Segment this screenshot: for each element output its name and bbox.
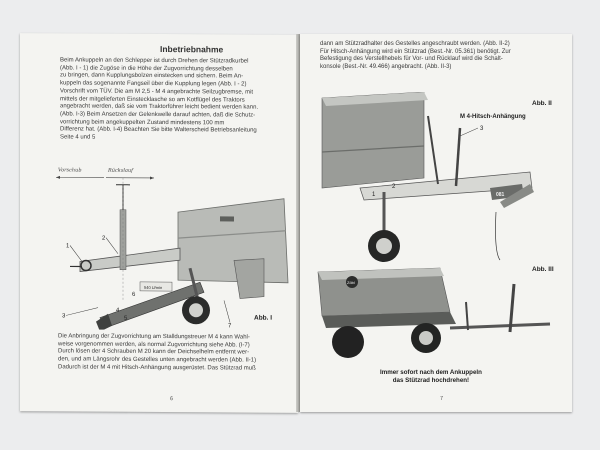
- logo-text: Zöbl: [347, 280, 355, 285]
- callout-3: 3: [480, 126, 484, 132]
- callout-6: 6: [132, 291, 136, 298]
- drawbar: [450, 324, 550, 328]
- text-line: konsole (Best.-Nr. 49.466) angebracht. (Abb. II-3): [320, 64, 452, 71]
- callout-2: 2: [102, 235, 106, 242]
- support-wheel-hub: [376, 238, 392, 254]
- figure-abb-3: [300, 262, 572, 366]
- text-line: Für Hitsch-Anhängung wird ein Stützrad (Best.-Nr. 05.361) benötigt. Zur: [320, 48, 511, 55]
- text-line: kuppeln das sogenannte Fangseil über die Kupplung legen (Abb. I - 2): [60, 80, 247, 88]
- figure-label-abb-1: Abb. I: [254, 314, 273, 322]
- figure-abb-2: [300, 92, 572, 262]
- text-line: Seite 4 und 5: [60, 134, 96, 141]
- intro-paragraph: [60, 57, 258, 143]
- plate-text: 081: [496, 192, 505, 198]
- callout-5: 5: [124, 315, 128, 322]
- arrowhead-left: [56, 176, 60, 179]
- text-line: (Abb. I - 1) die Zugöse in die Höhe der Zugvorrichtung desselben: [60, 65, 233, 73]
- spreader-body: [178, 198, 288, 283]
- jack-wheel-hub: [189, 303, 203, 317]
- text-line: (Abb. I-3) Beim Ansetzen der Gelenkwelle darauf achten, daß die Schutz-: [60, 111, 256, 119]
- text-line: Befestigung des Verstellhebels für Vor- und Rücklauf wird die Schalt-: [320, 56, 503, 63]
- arrowhead-right: [150, 176, 154, 179]
- callout-7: 7: [228, 323, 232, 330]
- page-number-left: 6: [170, 396, 174, 403]
- handwritten-rueckslauf: Rückslauf: [108, 167, 134, 174]
- text-line: angebracht werden, daß sie vom Traktorführer leicht bedient werden kann.: [60, 103, 259, 111]
- spreader-side: [322, 92, 424, 188]
- callout-1: 1: [66, 243, 70, 250]
- callout-3: 3: [62, 313, 66, 320]
- text-line: mittels der mitgelieferten Einstecklasche so am Kotflügel des Traktors: [60, 95, 245, 104]
- callout-4: 4: [116, 307, 120, 314]
- body-plate: [220, 216, 234, 221]
- text-line: Vorschrift vom TÜV. Die am M 2,5 - M 4 angebrachte Seilzugbremse, mit: [60, 88, 254, 96]
- handwritten-vorschub: Vorschub: [58, 167, 82, 174]
- figure-label-abb-3: Abb. III: [532, 266, 554, 273]
- figure-abb-1: [20, 149, 298, 331]
- note-line: Immer sofort nach dem Ankuppeln: [380, 369, 482, 376]
- text-line: Differenz hat. (Abb. I-4) Beachten Sie bitte Walterscheid Betriebsanleitung: [60, 126, 257, 134]
- page-number-right: 7: [440, 396, 444, 402]
- text-line: Beim Ankuppeln an den Schlepper ist durch Drehen der Stützradkurbel: [60, 57, 249, 65]
- booklet: [20, 34, 580, 412]
- left-page: [20, 33, 298, 413]
- rear-drum: [234, 258, 264, 298]
- figure-caption-abb-2: M 4-Hitsch-Anhängung: [460, 114, 526, 120]
- continued-paragraph: [320, 41, 511, 72]
- note-line: das Stützrad hochdrehen!: [392, 377, 470, 384]
- text-line: Dadurch ist der M 4 mit Hitsch-Anhängung ausgerüstet. Das Stützrad muß: [58, 364, 256, 372]
- right-page: [300, 34, 572, 412]
- drawbar: [80, 248, 180, 273]
- speed-label: 540 U/min: [144, 284, 163, 291]
- text-line: dann am Stützradhalter des Gestelles angeschraubt werden. (Abb. II-2): [320, 41, 510, 47]
- text-line: Durch lösen der 4 Schrauben M 20 kann der Deichselhelm entfernt wer-: [58, 348, 250, 356]
- text-line: vorrichtung beim angekuppelten Zustand mindestens 100 mm: [60, 119, 225, 127]
- warning-note: [380, 369, 482, 385]
- text-line: zu bringen, dann Kupplungsbolzen einstecken und sichern. Beim An-: [60, 72, 244, 80]
- figure-label-abb-2: Abb. II: [532, 100, 552, 107]
- callout-1: 1: [372, 192, 376, 198]
- callout-2: 2: [392, 184, 396, 190]
- text-line: weise vorgenommen werden, als normal Zugvorrichtung siehe Abb. (I-7): [58, 341, 250, 349]
- text-line: Die Anbringung der Zugvorrichtung am Stalldungstreuer M 4 kann Wahl-: [58, 333, 250, 341]
- second-paragraph: [58, 333, 256, 373]
- section-title: Inbetriebnahme: [160, 44, 224, 55]
- text-line: den, und am Längsrohr des Gestelles unten angebracht werden (Abb. II-1): [58, 356, 257, 364]
- rear-wheel: [332, 326, 364, 358]
